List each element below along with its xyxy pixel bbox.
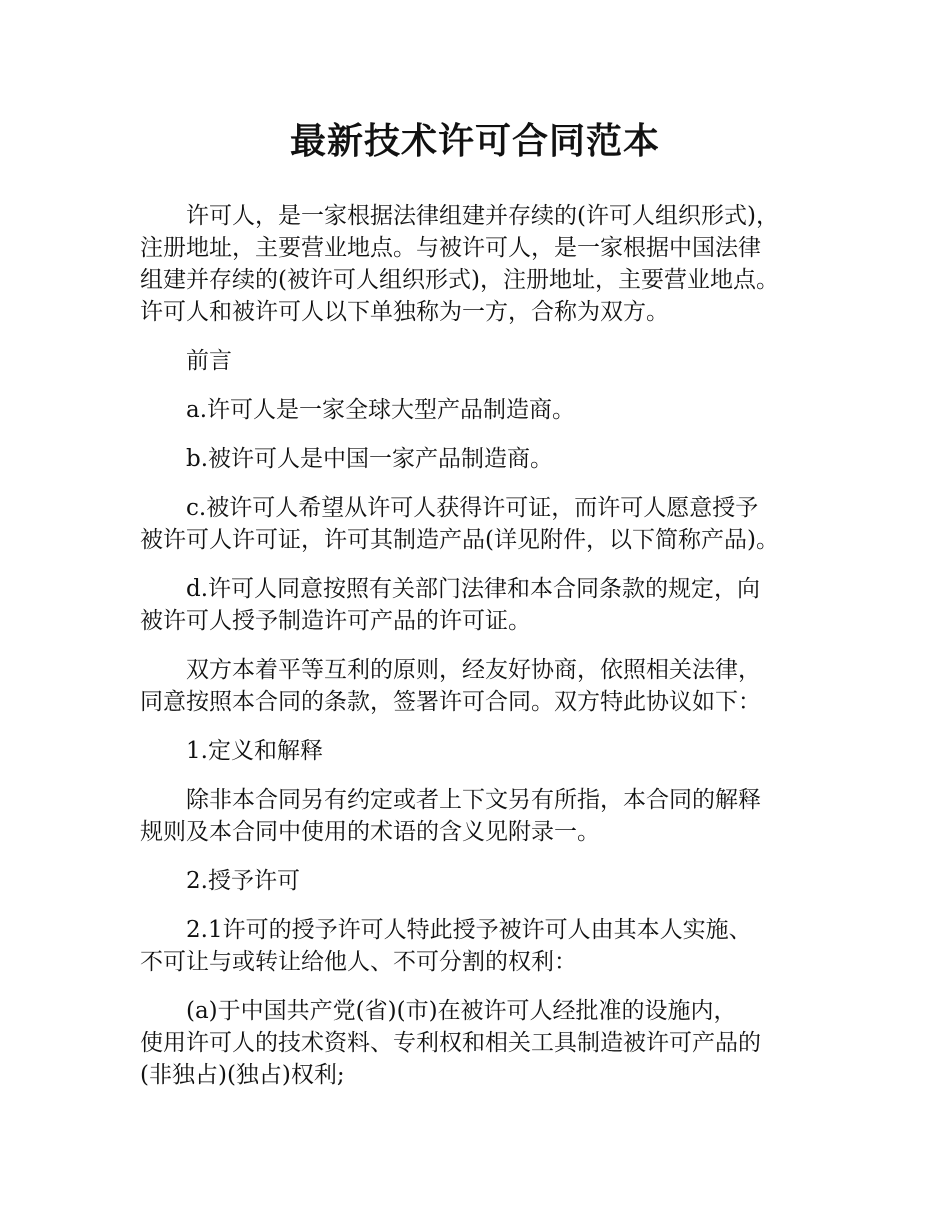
paragraph-definitions: 除非本合同另有约定或者上下文另有所指，本合同的解释 规则及本合同中使用的术语的含义见附录一。 xyxy=(140,787,761,845)
paragraph-grant-a: (a)于中国共产党(省)(市)在被许可人经批准的设施内， 使用许可人的技术资料、专利权和相关工具制造被许可产品的 (非独占)(独占)权利; xyxy=(140,998,761,1088)
paragraph-agreement: 双方本着平等互利的原则，经友好协商，依照相关法律， 同意按照本合同的条款，签署许可合同。双方特此协议如下： xyxy=(140,657,761,715)
document-title: 最新技术许可合同范本 xyxy=(289,121,660,162)
paragraph-recital-c: c.被许可人希望从许可人获得许可证，而许可人愿意授予 被许可人许可证，许可其制造产品(详见附件，以下简称产品)。 xyxy=(140,495,779,553)
paragraph-intro: 许可人，是一家根据法律组建并存续的(许可人组织形式)， 注册地址，主要营业地点。与被许可人，是一家根据中国法律 组建并存续的(被许可人组织形式)，注册地址，主要营业地点。 许可人和被许可人以下单独称为一方，合称为双方。 xyxy=(140,203,779,325)
paragraph-recital-d: d.许可人同意按照有关部门法律和本合同条款的规定，向 被许可人授予制造许可产品的许可证。 xyxy=(140,576,761,634)
document-body xyxy=(140,200,825,1108)
section-heading-grant: 2.授予许可 xyxy=(186,868,300,894)
paragraph-recital-b: b.被许可人是中国一家产品制造商。 xyxy=(186,446,554,472)
section-heading-definitions: 1.定义和解释 xyxy=(186,738,323,764)
paragraph-preface-heading: 前言 xyxy=(186,348,232,374)
paragraph-recital-a: a.许可人是一家全球大型产品制造商。 xyxy=(186,397,576,423)
paragraph-grant-2-1: 2.1许可的授予许可人特此授予被许可人由其本人实施、 不可让与或转让给他人、不可分割的权利： xyxy=(140,917,752,975)
